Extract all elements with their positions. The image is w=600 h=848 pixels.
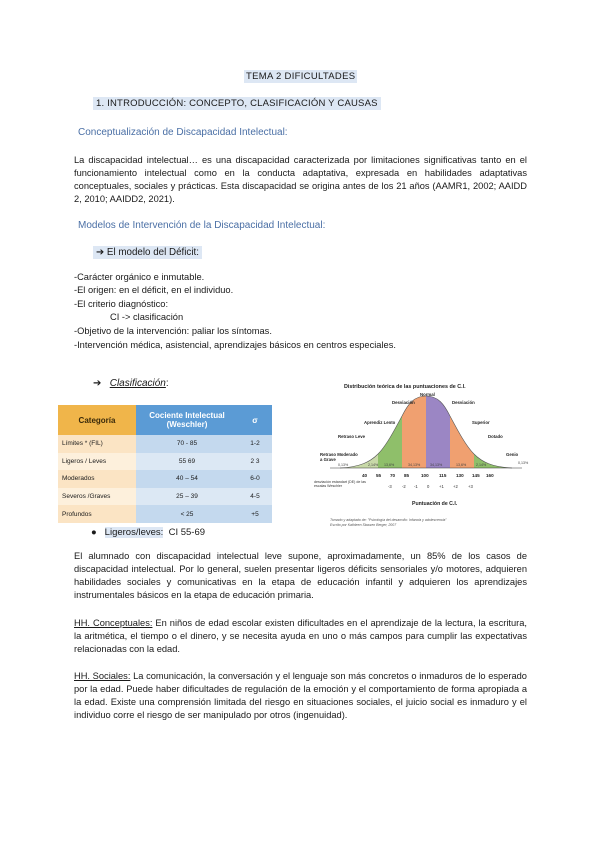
- bullet-icon: ●: [91, 527, 97, 538]
- table-cell: Profundos: [58, 505, 136, 523]
- iq-tick: 100: [421, 473, 429, 478]
- leves-paragraph: [74, 550, 527, 602]
- arrow-icon: ➔: [93, 378, 102, 389]
- region-right-2sd: [450, 416, 474, 468]
- modelos-heading: Modelos de Intervención de la Discapacidad Intelectual:: [78, 220, 326, 231]
- hh-conceptuales-label: HH. Conceptuales:: [74, 618, 153, 628]
- iq-tick: 85: [404, 473, 410, 478]
- clasificacion-word: Clasificación: [109, 378, 166, 389]
- label-desviacion-right: Desviación: [452, 400, 475, 405]
- pct-label: 13,6%: [456, 463, 467, 467]
- pct-label: 0,13%: [338, 463, 349, 467]
- pct-label: 13,6%: [384, 463, 395, 467]
- leves-text: El alumnado con discapacidad intelectual leve supone, aproximadamente, un 85% de los casos de discapacidad intelectual. Por lo general, suelen presentar ligeros déficits sensoriales y/o motores, adquieren habilidades sociales y comunicativas en la etapa de educación infantil y adquieren los aprendizajes instrumentales básicos en la etapa de educación primaria.: [74, 551, 527, 600]
- sd-tick: -1: [414, 484, 418, 489]
- sd-tick: +2: [453, 484, 458, 489]
- table-cell: 25 – 39: [136, 488, 238, 506]
- page-title: TEMA 2 DIFICULTADES: [246, 71, 356, 82]
- label-genio: Genio: [506, 452, 519, 457]
- hh-sociales-label: HH. Sociales:: [74, 671, 131, 681]
- sd-label-wrapper: [314, 480, 376, 494]
- ligeros-label: Ligeros/leves:: [104, 527, 164, 538]
- figure-caption: Tomado y adaptado de: "Psicología del desarrollo: Infancia y adolescencia": [330, 518, 447, 522]
- ligeros-ci: CI 55-69: [168, 527, 206, 538]
- table-header: Categoría: [58, 405, 136, 435]
- table-cell: < 25: [136, 505, 238, 523]
- list-item: -El criterio diagnóstico:: [74, 299, 169, 309]
- label-superior: Superior: [472, 420, 490, 425]
- hh-conceptuales-paragraph: [74, 617, 527, 656]
- iq-tick: 145: [472, 473, 480, 478]
- list-item: -Intervención médica, asistencial, aprendizajes básicos en centros especiales.: [74, 340, 396, 350]
- iq-distribution-figure: [310, 376, 538, 536]
- sd-label: desviación estandart (DE) de las escalas Weschler: [314, 480, 366, 489]
- hh-conceptuales-text: En niños de edad escolar existen dificultades en el aprendizaje de la lectura, la escritura, la aritmética, el tiempo o el dinero, y se necesita ayuda en uno o más campos para cumplir las expectativas relacionadas con la edad.: [74, 618, 527, 654]
- iq-tick: 115: [439, 473, 447, 478]
- sd-tick: +1: [439, 484, 444, 489]
- iq-tick: 40: [362, 473, 368, 478]
- figure-title: Distribución teórica de las puntuaciones de C.I.: [344, 384, 466, 390]
- table-cell: 6-0: [238, 470, 272, 488]
- iq-tick: 70: [390, 473, 396, 478]
- pct-label: 2,14%: [368, 463, 379, 467]
- iq-tick: 130: [456, 473, 464, 478]
- pct-label: 0,13%: [518, 461, 529, 465]
- hh-sociales-paragraph: [74, 670, 527, 722]
- table-cell: 2 3: [238, 453, 272, 471]
- table-cell: 1-2: [238, 435, 272, 453]
- label-normal: Normal: [420, 392, 435, 397]
- clasificacion-colon: :: [165, 378, 169, 389]
- table-row: [58, 470, 272, 488]
- ligeros-bullet-line: [91, 527, 205, 538]
- ci-table: [58, 405, 272, 523]
- table-cell: Límites * (FIL): [58, 435, 136, 453]
- iq-tick: 55: [376, 473, 382, 478]
- x-axis-title: Puntuación de C.I.: [412, 501, 458, 507]
- table-header: Cociente Intelectual (Weschler): [136, 405, 238, 435]
- label-a-grave: a Grave: [320, 457, 336, 462]
- region-left-1sd: [402, 396, 426, 468]
- label-dotado: Dotado: [488, 434, 503, 439]
- pct-label: 34,13%: [408, 463, 421, 467]
- sd-tick: -3: [388, 484, 392, 489]
- sd-tick: 0: [427, 484, 430, 489]
- sd-tick: -2: [402, 484, 406, 489]
- label-desviacion-left: Desviación: [392, 400, 415, 405]
- table-cell: 70 - 85: [136, 435, 238, 453]
- conceptualizacion-paragraph: [74, 154, 527, 206]
- table-cell: 55 69: [136, 453, 238, 471]
- table-cell: 40 – 54: [136, 470, 238, 488]
- list-item: -Objetivo de la intervención: paliar los síntomas.: [74, 326, 272, 336]
- hh-sociales-text: La comunicación, la conversación y el lenguaje son más concretos o inmaduros de lo esperado por la edad. Puede haber dificultades de regulación de la emoción y el comportamiento de forma apropiada a la edad. Existe una comprensión limitada del riesgo en situaciones sociales, el juicio social es inmaduro y el individuo corre el riesgo de ser manipulado por otros (ingenuidad).: [74, 671, 527, 720]
- clasificacion-label: [93, 378, 169, 389]
- pct-label: 2,14%: [476, 463, 487, 467]
- table-row: [58, 505, 272, 523]
- sd-tick: +3: [468, 484, 473, 489]
- table-cell: Ligeros / Leves: [58, 453, 136, 471]
- conceptualizacion-text: La discapacidad intelectual… es una discapacidad caracterizada por limitaciones significativas tanto en el funcionamiento intelectual como en la conducta adaptativa, expresada en habilidades adaptativas conceptuales, sociales y prácticas. Esta discapacidad se origina antes de los 21 años (AAMR1, 2002; AAIDD 2, 2010; AAIDD2, 2021).: [74, 155, 527, 204]
- label-retraso-moderado: Retraso Moderado: [320, 452, 358, 457]
- section-heading: 1. INTRODUCCIÓN: CONCEPTO, CLASIFICACIÓN Y CAUSAS: [93, 97, 381, 110]
- table-cell: Moderados: [58, 470, 136, 488]
- pct-label: 34,13%: [430, 463, 443, 467]
- deficit-model-label: ➔ El modelo del Déficit:: [93, 246, 202, 259]
- label-retraso-leve: Retraso Leve: [338, 434, 365, 439]
- table-header: σ: [238, 405, 272, 435]
- label-aprendizaje-lento: Aprendiz Lento: [364, 420, 396, 425]
- table-cell: Severos /Graves: [58, 488, 136, 506]
- list-item: -El origen: en el déficit, en el individuo.: [74, 285, 234, 295]
- table-cell: 4-5: [238, 488, 272, 506]
- table-cell: +5: [238, 505, 272, 523]
- region-right-1sd: [426, 396, 450, 468]
- conceptualizacion-heading: Conceptualización de Discapacidad Intelectual:: [78, 127, 288, 138]
- table-row: [58, 453, 272, 471]
- figure-caption: Escrito por Kathleen Stassen Berger, 2007: [330, 523, 397, 527]
- table-row: [58, 435, 272, 453]
- table-row: [58, 488, 272, 506]
- iq-tick: 160: [486, 473, 494, 478]
- list-item: -Carácter orgánico e inmutable.: [74, 272, 205, 282]
- list-item: CI -> clasificación: [110, 312, 184, 322]
